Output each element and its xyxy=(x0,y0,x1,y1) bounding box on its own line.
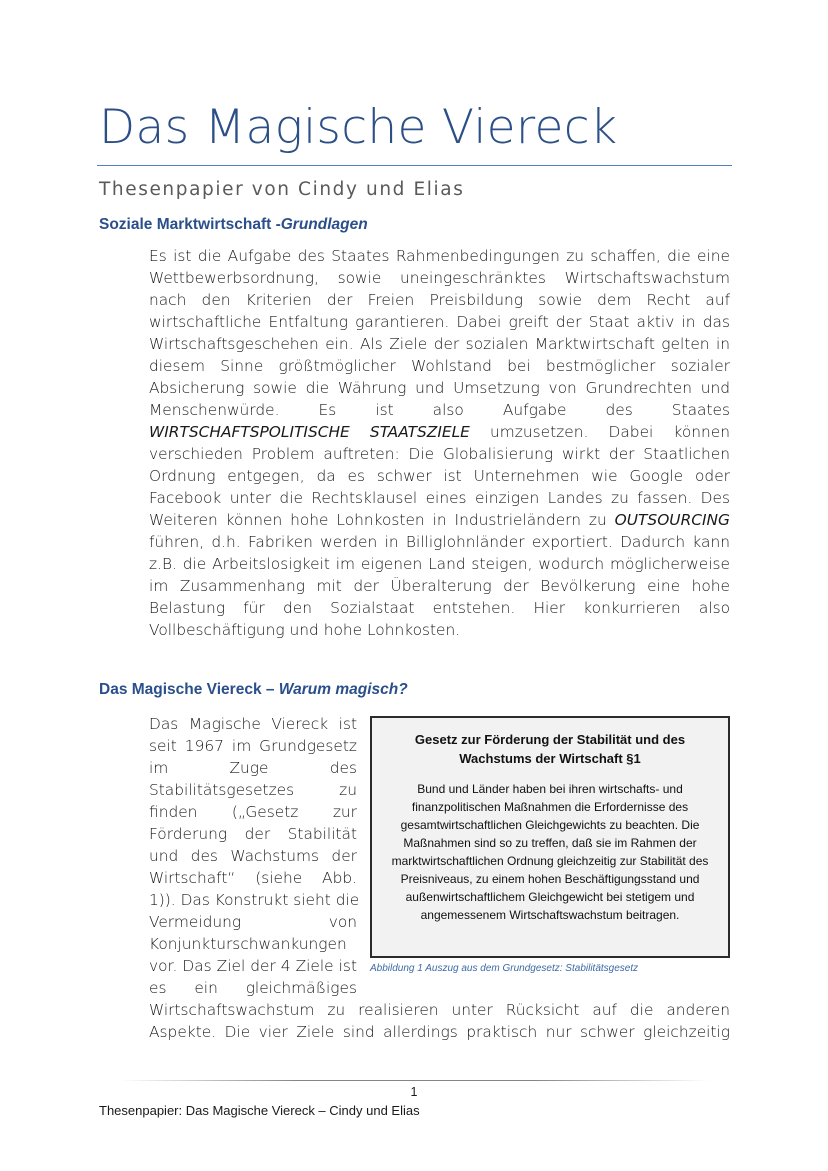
body-paragraph-magisch-continued xyxy=(149,999,730,1043)
law-excerpt-box xyxy=(370,716,730,958)
text-line: Das Magische Viereck ist xyxy=(149,715,357,733)
paragraph-text: Es ist die Aufgabe des Staates Rahmenbedingungen zu schaffen, die eine Wettbewerbsordnung, sowie uneingeschränktes Wirtschaftswachstum nach den Kriterien der Freien Preisbildung sowie dem Recht auf wirtschaftliche Entfaltung garantieren. Dabei greift der Staat aktiv in das Wirtschaftsgeschehen ein. Als Ziele der sozialen Marktwirtschaft gelten in diesem Sinne größtmöglicher Wohlstand bei bestmöglicher sozialer Absicherung sowie die Währung und Umsetzung von Grundrechten und Menschenwürde. Es ist also Aufgabe des Staates xyxy=(149,247,730,419)
document-subtitle: Thesenpapier von Cindy und Elias xyxy=(99,179,465,200)
text-line: Förderung der Stabilität xyxy=(149,825,357,843)
text-line: es ein gleichmäßiges xyxy=(149,979,357,997)
text-line: Stabilitätsgesetzes zu xyxy=(149,781,357,799)
text-line: seit 1967 im Grundgesetz xyxy=(149,737,357,755)
law-title: Gesetz zur Förderung der Stabilität und des Wachstums der Wirtschaft §1 xyxy=(414,732,686,766)
heading-main: Soziale Marktwirtschaft - xyxy=(99,216,281,233)
text-line: Wirtschaftswachstum zu realisieren unter Rücksicht auf die anderen xyxy=(149,1001,730,1019)
text-line: und des Wachstums der xyxy=(149,847,357,865)
section-heading-warum-magisch xyxy=(99,681,408,699)
text-line: Aspekte. Die vier Ziele sind allerdings praktisch nur schwer gleichzeitig xyxy=(149,1023,730,1041)
page-number: 1 xyxy=(410,1085,418,1099)
body-paragraph-grundlagen xyxy=(149,245,730,641)
law-text: Bund und Länder haben bei ihren wirtschafts- und finanzpolitischen Maßnahmen die Erfordernisse des gesamtwirtschaftlichen Gleichgewichts zu beachten. Die Maßnahmen sind so zu treffen, daß sie im Rahmen der marktwirtschaftlichen Ordnung gleichzeitig zur Stabilität des Preisniveaus, zu einem hohen Beschäftigungsstand und außenwirtschaftlichem Gleichgewicht bei stetigem und angemessenem Wirtschaftswachstum beitragen. xyxy=(391,782,709,922)
footer-text: Thesenpapier: Das Magische Viereck – Cindy und Elias xyxy=(99,1103,420,1118)
emphasized-term: WIRTSCHAFTSPOLITISCHE STAATSZIELE xyxy=(149,423,470,441)
heading-main: Das Magische Viereck – xyxy=(99,681,279,698)
paragraph-text: umzusetzen. Dabei können verschieden Problem auftreten: Die Globalisierung wirkt der Staatlichen Ordnung entgegen, da es schwer ist Unternehmen wie Google oder Facebook unter die Rechtsklausel eines einzigen Landes zu fassen. Des Weiteren können hohe Lohnkosten in Industrieländern zu xyxy=(149,423,730,529)
text-line: finden („Gesetz zur xyxy=(149,803,357,821)
footer-divider xyxy=(120,1080,710,1081)
section-heading-grundlagen xyxy=(99,216,368,234)
title-underline xyxy=(97,165,732,166)
text-line: Vermeidung von xyxy=(149,913,357,931)
heading-emphasis: Grundlagen xyxy=(280,216,368,233)
body-paragraph-magisch-column xyxy=(149,713,360,999)
emphasized-term: OUTSOURCING xyxy=(614,511,730,529)
text-line: im Zuge des xyxy=(149,759,357,777)
heading-emphasis: Warum magisch? xyxy=(278,681,408,698)
text-line: Konjunkturschwankungen xyxy=(149,935,347,953)
text-line: 1)). Das Konstrukt sieht die xyxy=(149,891,360,909)
figure-caption: Abbildung 1 Auszug aus dem Grundgesetz: Stabilitätsgesetz xyxy=(370,963,639,974)
text-line: vor. Das Ziel der 4 Ziele ist xyxy=(149,957,357,975)
text-line: Wirtschaft“ (siehe Abb. xyxy=(149,869,357,887)
document-title: Das Magische Viereck xyxy=(99,100,618,155)
paragraph-text: führen, d.h. Fabriken werden in Billiglohnländer exportiert. Dadurch kann z.B. die Arbeitslosigkeit im eigenen Land steigen, wodurch möglicherweise im Zusammenhang mit der Überalterung der Bevölkerung eine hohe Belastung für den Sozialstaat entstehen. Hier konkurrieren also Vollbeschäftigung und hohe Lohnkosten. xyxy=(149,533,730,639)
